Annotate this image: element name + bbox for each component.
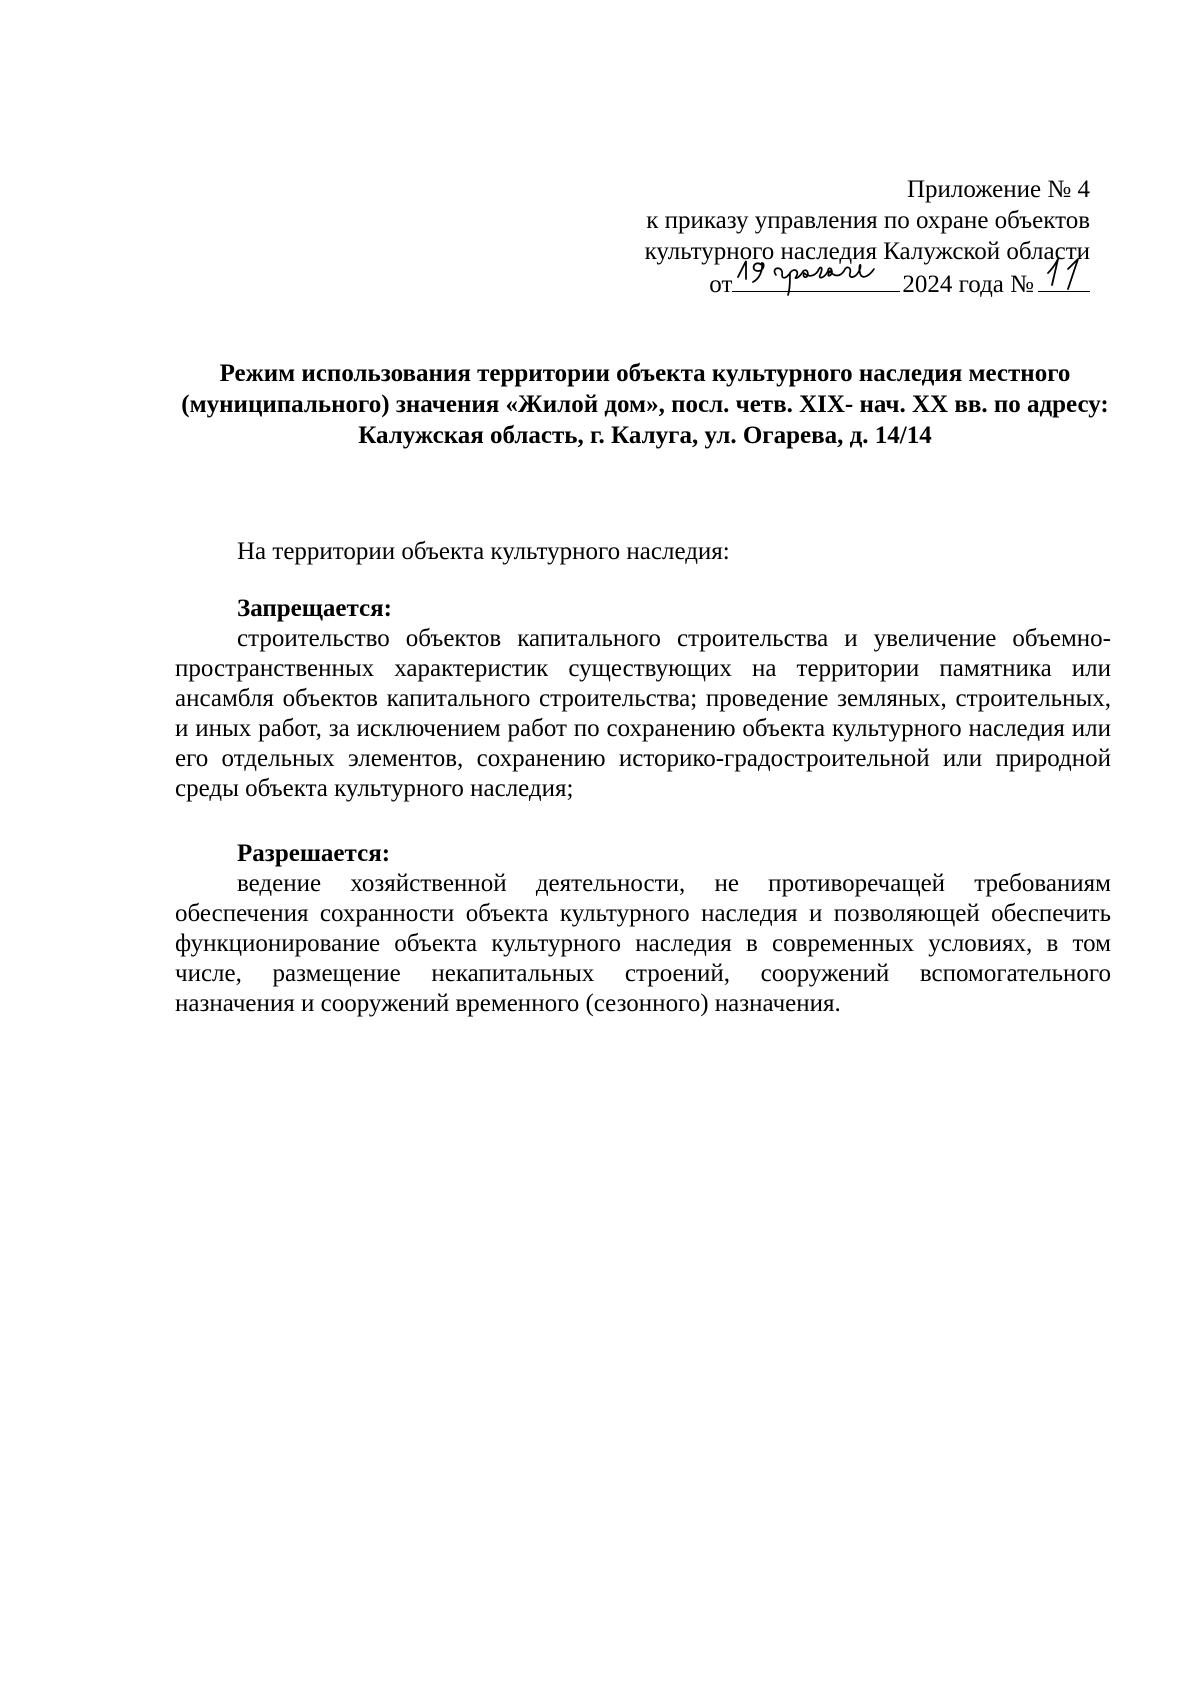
intro-text: На территории объекта культурного наследия: <box>237 538 730 565</box>
order-reference-line-2: культурного наследия Калужской области <box>644 238 1090 265</box>
permitted-text: ведение хозяйственной деятельности, не противоречащей требованиям обеспечения сохранности объекта культурного наследия и позволяющей обеспечить функционирование объекта культурного наследия в современных условиях, в том числе, размещение некапитальных строений, сооружений вспомогательного назначения и сооружений временного (сезонного) назначения. <box>175 870 1111 1017</box>
appendix-header <box>645 174 1090 300</box>
order-date-line <box>645 267 1090 300</box>
permitted-heading: Разрешается: <box>237 840 391 867</box>
handwritten-number-signature <box>1038 255 1090 295</box>
handwritten-date <box>732 267 900 292</box>
appendix-number: Приложение № 4 <box>906 176 1090 203</box>
handwritten-order-number <box>1038 267 1090 292</box>
order-reference-line-1: к приказу управления по охране объектов <box>646 207 1090 234</box>
permitted-section <box>175 869 1111 1019</box>
prohibited-section <box>175 624 1111 804</box>
date-prefix: от <box>709 271 733 298</box>
handwritten-date-signature <box>732 255 900 295</box>
order-year: 2024 года № <box>902 271 1034 298</box>
prohibited-text: строительство объектов капитального строительства и увеличение объемно-пространственных характеристик существующих на территории памятника или ансамбля объектов капитального строительства; проведение земляных, строительных, и иных работ, за исключением работ по сохранению объекта культурного наследия или его отдельных элементов, сохранению историко-градостроительной или природной среды объекта культурного наследия; <box>175 625 1111 802</box>
prohibited-heading: Запрещается: <box>237 595 393 622</box>
document-title: Режим использования территории объекта культурного наследия местного (муниципального) значения «Жилой дом», посл. четв. XIX- нач. XX вв. по адресу: Калужская область, г. Калуга, ул. Огарева, д. 14/14 <box>181 360 1109 449</box>
